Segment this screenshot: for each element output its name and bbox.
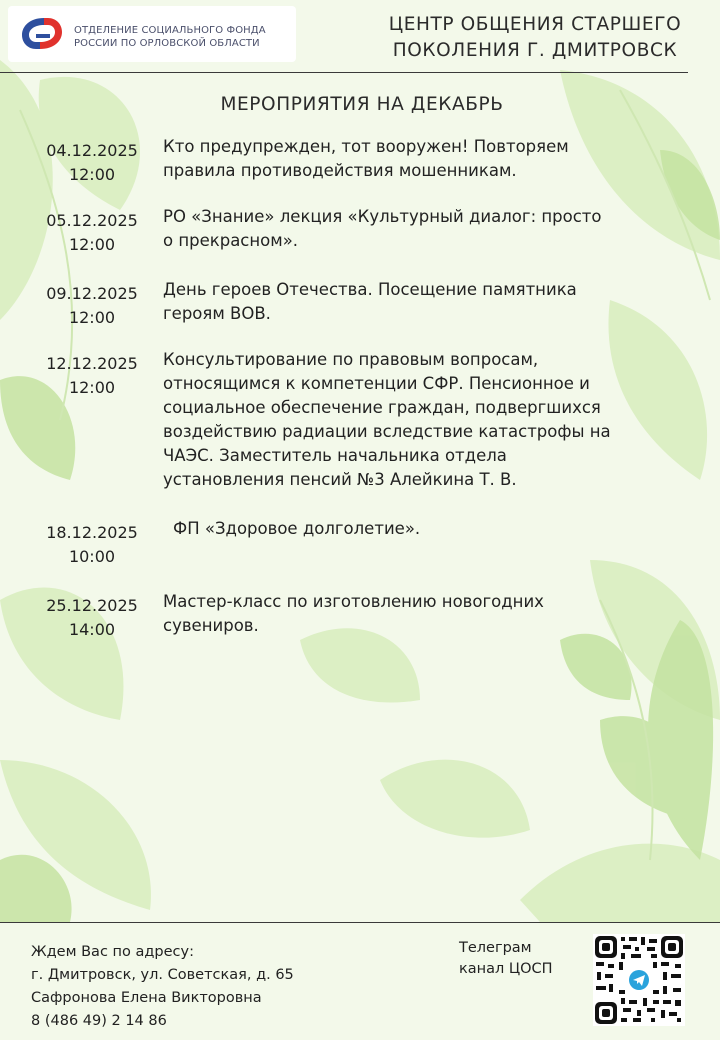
event-time-value: 10:00: [68, 547, 116, 566]
event-description-line: относящимся к компетенции СФР. Пенсионное и: [163, 374, 590, 393]
center-title-line1: ЦЕНТР ОБЩЕНИЯ СТАРШЕГО: [388, 14, 682, 35]
event-date: [36, 139, 148, 187]
event-description: [163, 348, 703, 492]
telegram-qr-code[interactable]: [593, 934, 685, 1026]
event-description: [163, 278, 703, 326]
org-name-line2: РОССИИ ПО ОРЛОВСКОЙ ОБЛАСТИ: [74, 38, 260, 49]
event-date-value: 12.12.2025: [46, 354, 138, 373]
event-date: [36, 282, 148, 330]
footer-divider: [0, 922, 720, 923]
event-date: [36, 521, 148, 569]
telegram-label-line: Телеграм: [459, 940, 532, 956]
event-description-line: о прекрасном».: [163, 231, 299, 250]
event-description-line: установления пенсий №3 Алейкина Т. В.: [163, 470, 517, 489]
event-description-line: ФП «Здоровое долголетие».: [173, 519, 421, 538]
footer-address: г. Дмитровск, ул. Советская, д. 65: [31, 967, 294, 983]
event-description-line: социальное обеспечение граждан, подвергшихся: [163, 398, 601, 417]
event-date-value: 18.12.2025: [46, 523, 138, 542]
sfr-logo: [8, 6, 296, 62]
event-description: [173, 517, 713, 541]
org-name: [74, 24, 294, 50]
event-date: [36, 594, 148, 642]
event-time-value: 12:00: [68, 308, 116, 327]
footer-contacts: [31, 941, 431, 1033]
sfr-logo-icon: [16, 14, 68, 54]
footer-contact-person: Сафронова Елена Викторовна: [31, 990, 262, 1006]
event-date-value: 25.12.2025: [46, 596, 138, 615]
event-description-line: правила противодействия мошенникам.: [163, 161, 517, 180]
event-date-value: 05.12.2025: [46, 211, 138, 230]
header-divider: [0, 72, 688, 73]
event-time-value: 12:00: [68, 235, 116, 254]
event-description-line: воздействию радиации вследствие катастрофы на: [163, 422, 611, 441]
event-time-value: 12:00: [68, 165, 116, 184]
event-description-line: ЧАЭС. Заместитель начальника отдела: [163, 446, 507, 465]
event-date-value: 04.12.2025: [46, 141, 138, 160]
event-date-value: 09.12.2025: [46, 284, 138, 303]
event-time-value: 14:00: [68, 620, 116, 639]
event-description-line: героям ВОВ.: [163, 304, 271, 323]
event-time-value: 12:00: [68, 378, 116, 397]
event-description-line: Кто предупрежден, тот вооружен! Повторяем: [163, 137, 569, 156]
event-description: [163, 135, 703, 183]
telegram-label-line: канал ЦОСП: [459, 961, 553, 977]
event-date: [36, 209, 148, 257]
footer-phone: 8 (486 49) 2 14 86: [31, 1013, 167, 1029]
event-description-line: РО «Знание» лекция «Культурный диалог: просто: [163, 207, 602, 226]
event-description-line: сувениров.: [163, 616, 259, 635]
event-description-line: День героев Отечества. Посещение памятника: [163, 280, 577, 299]
event-date: [36, 352, 148, 400]
org-name-line1: ОТДЕЛЕНИЕ СОЦИАЛЬНОГО ФОНДА: [74, 25, 266, 36]
footer-contacts-line: Ждем Вас по адресу:: [31, 944, 194, 960]
event-description-line: Консультирование по правовым вопросам,: [163, 350, 539, 369]
center-title-line2: ПОКОЛЕНИЯ Г. ДМИТРОВСК: [392, 40, 678, 61]
event-description-line: Мастер-класс по изготовлению новогодних: [163, 592, 544, 611]
telegram-label: [459, 938, 579, 980]
page-title: МЕРОПРИЯТИЯ НА ДЕКАБРЬ: [220, 94, 504, 115]
center-title: [370, 12, 700, 64]
event-description: [163, 590, 703, 638]
event-description: [163, 205, 703, 253]
